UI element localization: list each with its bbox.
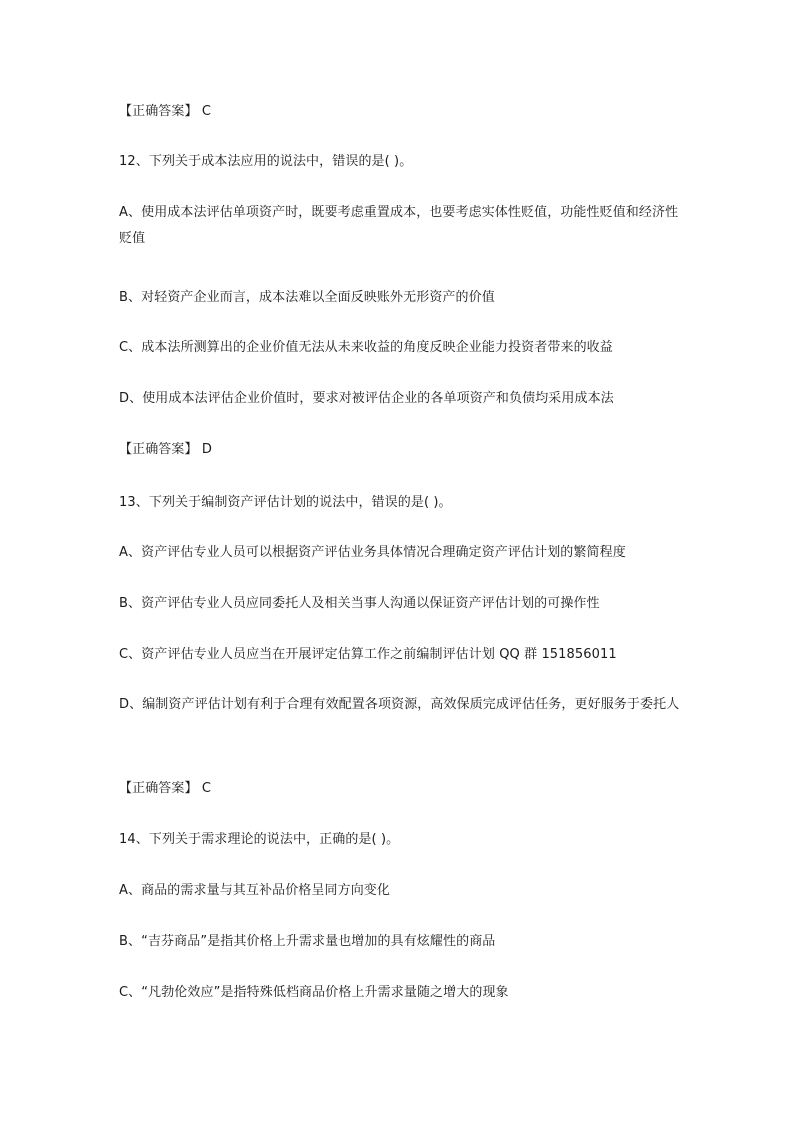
answer-q13: 【正确答案】 C <box>119 781 212 796</box>
q14-option-b: B、“吉芬商品”是指其价格上升需求量也增加的具有炫耀性的商品 <box>119 934 496 949</box>
q13-option-d: D、编制资产评估计划有利于合理有效配置各项资源，高效保质完成评估任务，更好服务于委托人 <box>119 697 680 712</box>
q12-option-d: D、使用成本法评估企业价值时，要求对被评估企业的各单项资产和负债均采用成本法 <box>119 391 614 406</box>
q14-option-a: A、商品的需求量与其互补品价格呈同方向变化 <box>119 883 390 898</box>
q13-option-a: A、资产评估专业人员可以根据资产评估业务具体情况合理确定资产评估计划的繁简程度 <box>119 545 626 560</box>
q12-option-a: A、使用成本法评估单项资产时，既要考虑重置成本，也要考虑实体性贬值，功能性贬值和经济性贬值 <box>119 205 679 246</box>
answer-q12: 【正确答案】 D <box>119 442 212 457</box>
q12-option-c: C、成本法所测算出的企业价值无法从未来收益的角度反映企业能力投资者带来的收益 <box>119 340 613 355</box>
q13-option-c: C、资产评估专业人员应当在开展评定估算工作之前编制评估计划 QQ 群 151856011 <box>119 647 617 662</box>
q13-option-b: B、资产评估专业人员应同委托人及相关当事人沟通以保证资产评估计划的可操作性 <box>119 596 600 611</box>
answer-q11: 【正确答案】 C <box>119 104 212 119</box>
q14-option-c: C、“凡勃伦效应”是指特殊低档商品价格上升需求量随之增大的现象 <box>119 985 509 1000</box>
question-13: 13、下列关于编制资产评估计划的说法中，错误的是( )。 <box>119 495 452 510</box>
question-14: 14、下列关于需求理论的说法中，正确的是( )。 <box>119 832 400 847</box>
q12-option-b: B、对轻资产企业而言，成本法难以全面反映账外无形资产的价值 <box>119 290 495 305</box>
question-12: 12、下列关于成本法应用的说法中，错误的是( )。 <box>119 154 413 169</box>
